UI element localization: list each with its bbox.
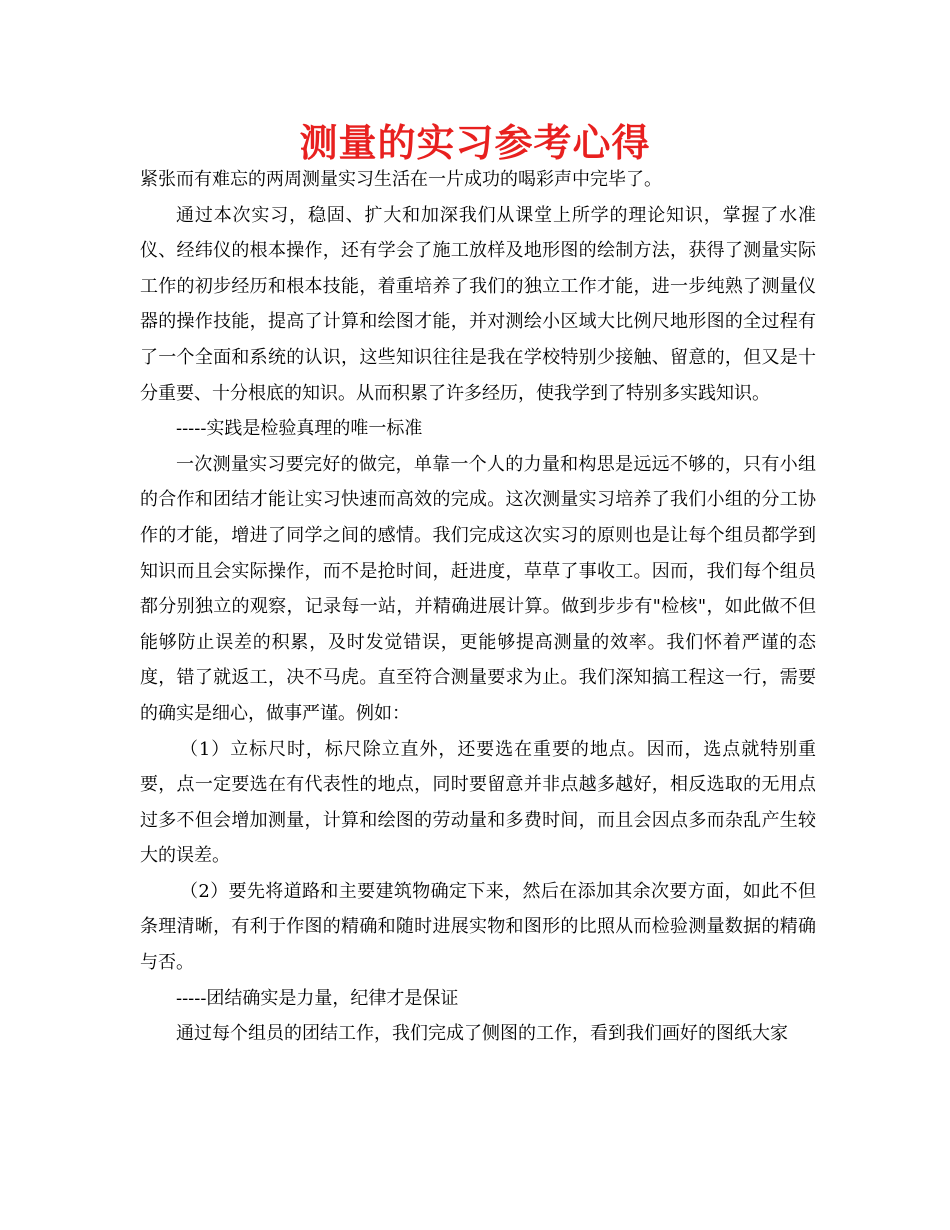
page-title: 测量的实习参考心得 [299,121,651,165]
paragraph-teamwork: 一次测量实习要完好的做完，单靠一个人的力量和构思是远远不够的，只有小组的合作和团结才能让实习快速而高效的完成。这次测量实习培养了我们小组的分工协作的才能，增进了同学之间的感情。我们完成这次实习的原则也是让每个组员都学到知识而且会实际操作，而不是抢时间，赶进度，草草了事收工。因而，我们每个组员都分别独立的观察，记录每一站，并精确进展计算。做到步步有"检核"，如此做不但能够防止误差的积累，及时发觉错误，更能够提高测量的效率。我们怀着严谨的态度，错了就返工，决不马虎。直至符合测量要求为止。我们深知搞工程这一行，需要的确实是细心，做事严谨。例如： [140,453,816,724]
paragraph-intro: 紧张而有难忘的两周测量实习生活在一片成功的喝彩声中完毕了。 [140,169,662,190]
section-heading-unity: -----团结确实是力量，纪律才是保证 [176,987,459,1009]
document-body [140,162,816,1052]
paragraph-closing: 通过每个组员的团结工作，我们完成了侧图的工作，看到我们画好的图纸大家 [176,1023,788,1045]
list-item-2: （2）要先将道路和主要建筑物确定下来，然后在添加其余次要方面，如此不但条理清晰，有利于作图的精确和随时进展实物和图形的比照从而检验测量数据的精确与否。 [140,880,816,974]
paragraph-summary: 通过本次实习，稳固、扩大和加深我们从课堂上所学的理论知识，掌握了水准仪、经纬仪的根本操作，还有学会了施工放样及地形图的绘制方法，获得了测量实际工作的初步经历和根本技能，着重培养了我们的独立工作才能，进一步纯熟了测量仪器的操作技能，提高了计算和绘图才能，并对测绘小区域大比例尺地形图的全过程有了一个全面和系统的认识，这些知识往往是我在学校特别少接触、留意的，但又是十分重要、十分根底的知识。从而积累了许多经历，使我学到了特别多实践知识。 [140,204,816,404]
section-heading-practice: -----实践是检验真理的唯一标准 [176,418,423,440]
list-item-1: （1）立标尺时，标尺除立直外，还要选在重要的地点。因而，选点就特别重要，点一定要选在有代表性的地点，同时要留意并非点越多越好，相反选取的无用点过多不但会增加测量，计算和绘图的劳动量和多费时间，而且会因点多而杂乱产生较大的误差。 [140,738,816,867]
